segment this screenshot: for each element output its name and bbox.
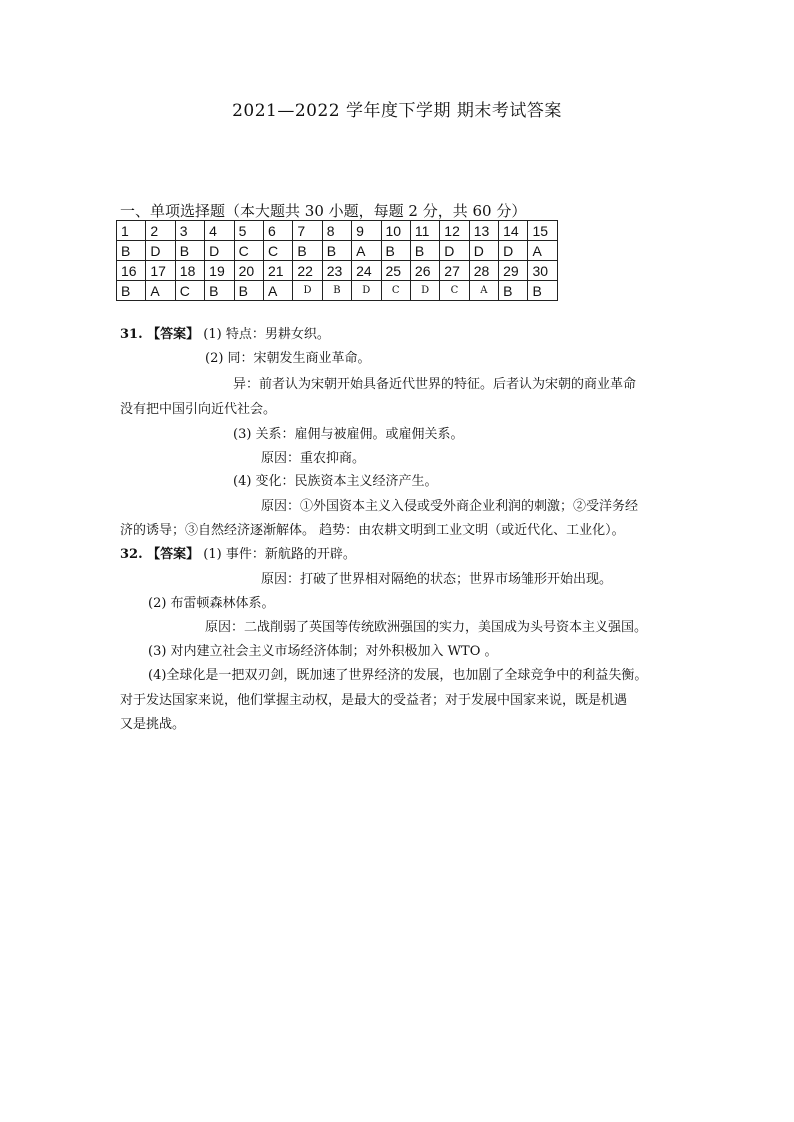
answer-table [116, 220, 558, 301]
answer-cell: B [410, 241, 439, 261]
answer-cell: D [499, 241, 528, 261]
q32-part4-cont2: 又是挑战。 [120, 717, 186, 732]
question-number: 1 [117, 221, 146, 241]
answer-cell: B [322, 281, 351, 301]
answer-cell: D [352, 281, 381, 301]
question-number: 27 [440, 261, 469, 281]
answer-cell: C [234, 241, 263, 261]
q31-part4: (4) 变化：民族资本主义经济产生。 [233, 474, 438, 489]
answer-cell: B [499, 281, 528, 301]
answer-cell: B [117, 281, 146, 301]
question-number: 25 [381, 261, 410, 281]
question-number: 2 [146, 221, 175, 241]
q32-part3: (3) 对内建立社会主义市场经济体制；对外积极加入 WTO 。 [148, 644, 498, 659]
question-number: 4 [205, 221, 234, 241]
answer-cell: D [410, 281, 439, 301]
q31-part2-diff: 异：前者认为宋朝开始具备近代世界的特征。后者认为宋朝的商业革命 [233, 377, 637, 392]
answer-cell: B [234, 281, 263, 301]
q31-part2-diff-cont: 没有把中国引向近代社会。 [120, 402, 277, 417]
answer-cell: C [175, 281, 204, 301]
question-number: 12 [440, 221, 469, 241]
answer-cell: A [469, 281, 498, 301]
answer-cell: B [293, 241, 322, 261]
question-number: 28 [469, 261, 498, 281]
answer-cell: A [146, 281, 175, 301]
question-number: 3 [175, 221, 204, 241]
q32-part2-reason: 原因：二战削弱了英国等传统欧洲强国的实力，美国成为头号资本主义强国。 [205, 620, 648, 635]
q31-label: 31. 【答案】 [120, 327, 200, 342]
q31-part1: (1) 特点：男耕女织。 [203, 327, 330, 342]
answer-cell: D [205, 241, 234, 261]
question-number: 14 [499, 221, 528, 241]
answer-cell: D [440, 241, 469, 261]
answer-cell: B [528, 281, 557, 301]
answer-cell: D [146, 241, 175, 261]
section-heading: 一、单项选择题（本大题共 30 小题，每题 2 分，共 60 分） [120, 202, 527, 220]
q32-label: 32. 【答案】 [120, 547, 200, 562]
q32-part4: (4)全球化是一把双刃剑，既加速了世界经济的发展，也加剧了全球竞争中的利益失衡。 [148, 668, 648, 683]
answer-cell: C [263, 241, 292, 261]
table-row [117, 241, 558, 261]
q31-part4-reason: 原因：①外国资本主义入侵或受外商企业利润的刺激；②受洋务经 [261, 499, 639, 514]
q32-part1-reason: 原因：打破了世界相对隔绝的状态；世界市场雏形开始出现。 [261, 572, 613, 587]
question-number: 13 [469, 221, 498, 241]
question-number: 6 [263, 221, 292, 241]
q32-part4-cont: 对于发达国家来说，他们掌握主动权，是最大的受益者；对于发展中国家来说，既是机遇 [120, 693, 628, 708]
answer-cell: D [469, 241, 498, 261]
question-number: 11 [410, 221, 439, 241]
question-number: 26 [410, 261, 439, 281]
question-number: 16 [117, 261, 146, 281]
page-title: 2021—2022 学年度下学期 期末考试答案 [232, 101, 562, 121]
question-number: 30 [528, 261, 557, 281]
answer-cell: A [528, 241, 557, 261]
question-number: 21 [263, 261, 292, 281]
table-row [117, 221, 558, 241]
answer-cell: B [381, 241, 410, 261]
answer-cell: C [381, 281, 410, 301]
question-number: 15 [528, 221, 557, 241]
question-number: 29 [499, 261, 528, 281]
q32-answer-line [120, 548, 356, 561]
q32-part1: (1) 事件：新航路的开辟。 [203, 547, 356, 562]
question-number: 23 [322, 261, 351, 281]
table-row [117, 281, 558, 301]
q31-part2: (2) 同：宋朝发生商业革命。 [205, 351, 371, 366]
q32-part2: (2) 布雷顿森林体系。 [148, 596, 275, 611]
question-number: 7 [293, 221, 322, 241]
answer-cell: A [352, 241, 381, 261]
question-number: 10 [381, 221, 410, 241]
question-number: 22 [293, 261, 322, 281]
question-number: 9 [352, 221, 381, 241]
answer-cell: B [175, 241, 204, 261]
question-number: 24 [352, 261, 381, 281]
q31-part3: (3) 关系：雇佣与被雇佣。或雇佣关系。 [233, 427, 464, 442]
answer-cell: C [440, 281, 469, 301]
question-number: 19 [205, 261, 234, 281]
question-number: 18 [175, 261, 204, 281]
answer-cell: B [322, 241, 351, 261]
q31-part3-reason: 原因：重农抑商。 [261, 451, 366, 466]
answer-cell: D [293, 281, 322, 301]
question-number: 20 [234, 261, 263, 281]
table-row [117, 261, 558, 281]
q31-part4-reason-cont: 济的诱导；③自然经济逐渐解体。 趋势：由农耕文明到工业文明（或近代化、工业化）。 [120, 523, 625, 538]
question-number: 5 [234, 221, 263, 241]
question-number: 17 [146, 261, 175, 281]
answer-cell: A [263, 281, 292, 301]
answer-cell: B [117, 241, 146, 261]
answer-cell: B [205, 281, 234, 301]
q31-answer-line [120, 328, 330, 341]
question-number: 8 [322, 221, 351, 241]
